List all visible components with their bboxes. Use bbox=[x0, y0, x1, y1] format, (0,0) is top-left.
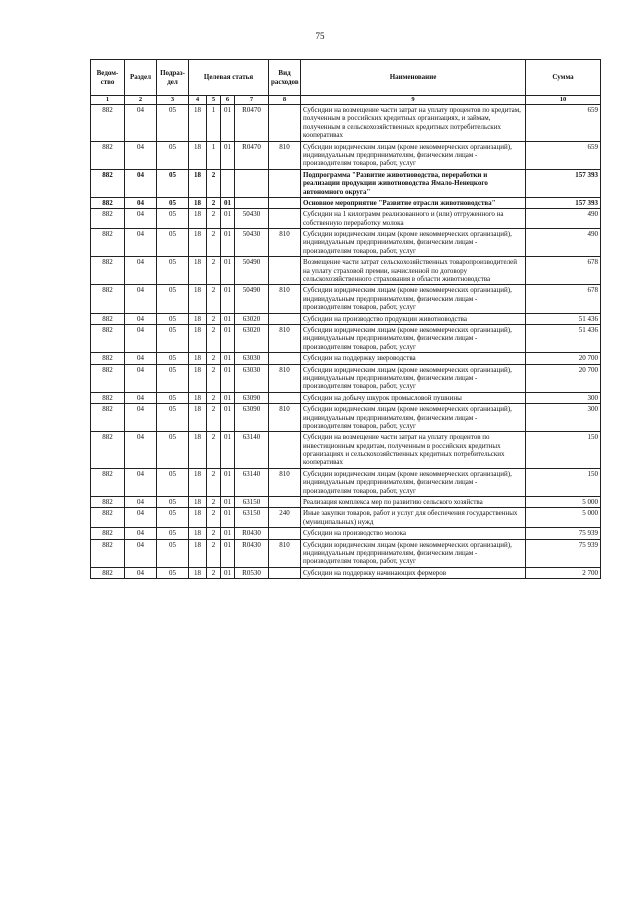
cell-expense-type bbox=[269, 392, 301, 403]
cell-name: Субсидии на возмещение части затрат на уплату процентов по кредитам, полученным в российских кредитных организациях, и займам, полученным в сельскохозяйственных кредитных потребительских кооперативах bbox=[301, 105, 526, 142]
cell-event: 01 bbox=[221, 209, 235, 229]
cell-vedomstvo: 882 bbox=[91, 392, 125, 403]
cell-expense-type bbox=[269, 105, 301, 142]
cell-podrazdel: 05 bbox=[157, 432, 189, 469]
cell-subprogram: 2 bbox=[207, 528, 221, 539]
table-row bbox=[91, 353, 601, 364]
cell-subprogram: 2 bbox=[207, 169, 221, 197]
cell-razdel: 04 bbox=[125, 567, 157, 578]
cell-podrazdel: 05 bbox=[157, 468, 189, 496]
col-number: 3 bbox=[157, 96, 189, 105]
cell-sum: 75 939 bbox=[526, 528, 601, 539]
cell-name: Подпрограмма "Развитие животноводства, переработки и реализации продукции животноводства Ямало-Ненецкого автономного округа" bbox=[301, 169, 526, 197]
cell-program: 18 bbox=[189, 169, 207, 197]
cell-razdel: 04 bbox=[125, 285, 157, 313]
cell-direction: R0470 bbox=[235, 141, 269, 169]
cell-event: 01 bbox=[221, 229, 235, 257]
cell-subprogram: 2 bbox=[207, 209, 221, 229]
cell-program: 18 bbox=[189, 432, 207, 469]
cell-vedomstvo: 882 bbox=[91, 567, 125, 578]
cell-subprogram: 2 bbox=[207, 353, 221, 364]
cell-podrazdel: 05 bbox=[157, 141, 189, 169]
table-row bbox=[91, 285, 601, 313]
cell-direction: 50490 bbox=[235, 285, 269, 313]
cell-direction: 50430 bbox=[235, 229, 269, 257]
cell-vedomstvo: 882 bbox=[91, 353, 125, 364]
cell-razdel: 04 bbox=[125, 209, 157, 229]
cell-podrazdel: 05 bbox=[157, 508, 189, 528]
cell-name: Субсидии юридическим лицам (кроме некоммерческих организаций), индивидуальным предпринимателям, физическим лицам - производителям товаров, работ, услуг bbox=[301, 364, 526, 392]
cell-program: 18 bbox=[189, 313, 207, 324]
cell-event: 01 bbox=[221, 468, 235, 496]
cell-subprogram: 2 bbox=[207, 539, 221, 567]
cell-razdel: 04 bbox=[125, 508, 157, 528]
cell-razdel: 04 bbox=[125, 497, 157, 508]
cell-razdel: 04 bbox=[125, 324, 157, 352]
cell-podrazdel: 05 bbox=[157, 539, 189, 567]
cell-vedomstvo: 882 bbox=[91, 209, 125, 229]
cell-expense-type: 810 bbox=[269, 539, 301, 567]
cell-vedomstvo: 882 bbox=[91, 364, 125, 392]
table-row bbox=[91, 197, 601, 208]
cell-direction: 63020 bbox=[235, 324, 269, 352]
cell-program: 18 bbox=[189, 508, 207, 528]
cell-expense-type bbox=[269, 209, 301, 229]
cell-event: 01 bbox=[221, 567, 235, 578]
cell-podrazdel: 05 bbox=[157, 353, 189, 364]
cell-program: 18 bbox=[189, 324, 207, 352]
cell-razdel: 04 bbox=[125, 141, 157, 169]
cell-vedomstvo: 882 bbox=[91, 508, 125, 528]
cell-vedomstvo: 882 bbox=[91, 169, 125, 197]
cell-vedomstvo: 882 bbox=[91, 432, 125, 469]
cell-program: 18 bbox=[189, 209, 207, 229]
cell-subprogram: 2 bbox=[207, 285, 221, 313]
cell-podrazdel: 05 bbox=[157, 567, 189, 578]
table-row bbox=[91, 528, 601, 539]
cell-program: 18 bbox=[189, 229, 207, 257]
cell-program: 18 bbox=[189, 468, 207, 496]
cell-sum: 490 bbox=[526, 209, 601, 229]
col-number: 6 bbox=[221, 96, 235, 105]
cell-direction bbox=[235, 169, 269, 197]
cell-direction: 63150 bbox=[235, 508, 269, 528]
cell-vedomstvo: 882 bbox=[91, 197, 125, 208]
cell-event: 01 bbox=[221, 364, 235, 392]
cell-razdel: 04 bbox=[125, 364, 157, 392]
cell-expense-type bbox=[269, 197, 301, 208]
cell-podrazdel: 05 bbox=[157, 404, 189, 432]
cell-podrazdel: 05 bbox=[157, 209, 189, 229]
table-row bbox=[91, 567, 601, 578]
cell-expense-type bbox=[269, 169, 301, 197]
table-row bbox=[91, 364, 601, 392]
cell-direction: 63090 bbox=[235, 404, 269, 432]
table-row bbox=[91, 392, 601, 403]
cell-event: 01 bbox=[221, 257, 235, 285]
table-row bbox=[91, 257, 601, 285]
cell-razdel: 04 bbox=[125, 468, 157, 496]
cell-program: 18 bbox=[189, 257, 207, 285]
cell-name: Субсидии на производство продукции животноводства bbox=[301, 313, 526, 324]
cell-event: 01 bbox=[221, 141, 235, 169]
cell-expense-type bbox=[269, 567, 301, 578]
cell-name: Субсидии на поддержку начинающих фермеров bbox=[301, 567, 526, 578]
cell-direction: 63090 bbox=[235, 392, 269, 403]
cell-name: Субсидии юридическим лицам (кроме некоммерческих организаций), индивидуальным предпринимателям, физическим лицам - производителям товаров, работ, услуг bbox=[301, 229, 526, 257]
cell-event: 01 bbox=[221, 105, 235, 142]
cell-direction: 63020 bbox=[235, 313, 269, 324]
cell-subprogram: 2 bbox=[207, 432, 221, 469]
cell-razdel: 04 bbox=[125, 392, 157, 403]
cell-direction: R0470 bbox=[235, 105, 269, 142]
cell-subprogram: 2 bbox=[207, 392, 221, 403]
cell-direction: R0530 bbox=[235, 567, 269, 578]
cell-sum: 300 bbox=[526, 404, 601, 432]
cell-name: Субсидии юридическим лицам (кроме некоммерческих организаций), индивидуальным предпринимателям, физическим лицам - производителям товаров, работ, услуг bbox=[301, 324, 526, 352]
cell-expense-type bbox=[269, 257, 301, 285]
cell-sum: 2 700 bbox=[526, 567, 601, 578]
cell-expense-type: 810 bbox=[269, 141, 301, 169]
cell-subprogram: 1 bbox=[207, 141, 221, 169]
cell-subprogram: 2 bbox=[207, 324, 221, 352]
cell-expense-type bbox=[269, 353, 301, 364]
cell-program: 18 bbox=[189, 404, 207, 432]
header-vedomstvo: Ведом-ство bbox=[91, 60, 125, 96]
cell-name: Субсидии на добычу шкурок промысловой пушнины bbox=[301, 392, 526, 403]
cell-podrazdel: 05 bbox=[157, 392, 189, 403]
table-row bbox=[91, 229, 601, 257]
cell-event: 01 bbox=[221, 392, 235, 403]
cell-razdel: 04 bbox=[125, 313, 157, 324]
cell-razdel: 04 bbox=[125, 169, 157, 197]
table-body bbox=[91, 105, 601, 579]
cell-name: Иные закупки товаров, работ и услуг для обеспечения государственных (муниципальных) нужд bbox=[301, 508, 526, 528]
cell-sum: 20 700 bbox=[526, 353, 601, 364]
cell-razdel: 04 bbox=[125, 353, 157, 364]
cell-sum: 659 bbox=[526, 105, 601, 142]
cell-expense-type: 810 bbox=[269, 364, 301, 392]
cell-event: 01 bbox=[221, 324, 235, 352]
cell-podrazdel: 05 bbox=[157, 324, 189, 352]
table-row bbox=[91, 432, 601, 469]
cell-vedomstvo: 882 bbox=[91, 313, 125, 324]
col-number: 5 bbox=[207, 96, 221, 105]
cell-direction: 50430 bbox=[235, 209, 269, 229]
cell-vedomstvo: 882 bbox=[91, 539, 125, 567]
cell-direction: 63150 bbox=[235, 497, 269, 508]
cell-vedomstvo: 882 bbox=[91, 468, 125, 496]
col-number: 2 bbox=[125, 96, 157, 105]
table-row bbox=[91, 539, 601, 567]
cell-vedomstvo: 882 bbox=[91, 404, 125, 432]
cell-event: 01 bbox=[221, 539, 235, 567]
cell-name: Возмещение части затрат сельскохозяйственных товаропроизводителей на уплату страховой премии, начисленной по договору сельскохозяйственного страхования в области животноводства bbox=[301, 257, 526, 285]
cell-direction: R0430 bbox=[235, 528, 269, 539]
cell-program: 18 bbox=[189, 197, 207, 208]
header-target-article: Целевая статья bbox=[189, 60, 269, 96]
cell-sum: 300 bbox=[526, 392, 601, 403]
cell-name: Субсидии на 1 килограмм реализованного и (или) отгруженного на собственную переработку молока bbox=[301, 209, 526, 229]
col-number: 1 bbox=[91, 96, 125, 105]
cell-direction: 63140 bbox=[235, 468, 269, 496]
cell-subprogram: 2 bbox=[207, 313, 221, 324]
cell-sum: 659 bbox=[526, 141, 601, 169]
cell-sum: 678 bbox=[526, 285, 601, 313]
cell-sum: 51 436 bbox=[526, 313, 601, 324]
cell-expense-type: 240 bbox=[269, 508, 301, 528]
table-row bbox=[91, 105, 601, 142]
cell-program: 18 bbox=[189, 392, 207, 403]
cell-subprogram: 2 bbox=[207, 229, 221, 257]
cell-expense-type bbox=[269, 497, 301, 508]
cell-sum: 678 bbox=[526, 257, 601, 285]
cell-podrazdel: 05 bbox=[157, 285, 189, 313]
cell-podrazdel: 05 bbox=[157, 257, 189, 285]
cell-name: Субсидии юридическим лицам (кроме некоммерческих организаций), индивидуальным предпринимателям, физическим лицам - производителям товаров, работ, услуг bbox=[301, 539, 526, 567]
table-row bbox=[91, 508, 601, 528]
cell-subprogram: 2 bbox=[207, 497, 221, 508]
cell-podrazdel: 05 bbox=[157, 364, 189, 392]
cell-sum: 490 bbox=[526, 229, 601, 257]
table-row bbox=[91, 497, 601, 508]
cell-razdel: 04 bbox=[125, 432, 157, 469]
cell-name: Субсидии на возмещение части затрат на уплату процентов по инвестиционным кредитам, полученным в российских кредитных организациях и сельскохозяйственных кредитных потребительских кооперативах bbox=[301, 432, 526, 469]
cell-direction: 63030 bbox=[235, 364, 269, 392]
cell-name: Реализация комплекса мер по развитию сельского хозяйства bbox=[301, 497, 526, 508]
cell-program: 18 bbox=[189, 285, 207, 313]
table-row bbox=[91, 404, 601, 432]
cell-razdel: 04 bbox=[125, 404, 157, 432]
cell-podrazdel: 05 bbox=[157, 313, 189, 324]
col-number: 10 bbox=[526, 96, 601, 105]
table-row bbox=[91, 169, 601, 197]
cell-sum: 5 000 bbox=[526, 497, 601, 508]
cell-subprogram: 2 bbox=[207, 468, 221, 496]
cell-event: 01 bbox=[221, 313, 235, 324]
cell-event: 01 bbox=[221, 285, 235, 313]
cell-razdel: 04 bbox=[125, 257, 157, 285]
cell-expense-type bbox=[269, 432, 301, 469]
cell-program: 18 bbox=[189, 539, 207, 567]
cell-sum: 150 bbox=[526, 432, 601, 469]
header-sum: Сумма bbox=[526, 60, 601, 96]
cell-subprogram: 2 bbox=[207, 257, 221, 285]
cell-podrazdel: 05 bbox=[157, 169, 189, 197]
header-row bbox=[91, 60, 601, 96]
cell-sum: 157 393 bbox=[526, 169, 601, 197]
cell-event: 01 bbox=[221, 528, 235, 539]
cell-name: Основное мероприятие "Развитие отрасли животноводства" bbox=[301, 197, 526, 208]
header-podrazdel: Подраз-дел bbox=[157, 60, 189, 96]
col-number: 4 bbox=[189, 96, 207, 105]
cell-event: 01 bbox=[221, 432, 235, 469]
cell-direction: 50490 bbox=[235, 257, 269, 285]
cell-expense-type: 810 bbox=[269, 468, 301, 496]
cell-name: Субсидии юридическим лицам (кроме некоммерческих организаций), индивидуальным предпринимателям, физическим лицам - производителям товаров, работ, услуг bbox=[301, 404, 526, 432]
cell-expense-type bbox=[269, 313, 301, 324]
cell-subprogram: 2 bbox=[207, 364, 221, 392]
cell-podrazdel: 05 bbox=[157, 105, 189, 142]
table-row bbox=[91, 141, 601, 169]
cell-vedomstvo: 882 bbox=[91, 497, 125, 508]
header-name: Наименование bbox=[301, 60, 526, 96]
cell-razdel: 04 bbox=[125, 229, 157, 257]
cell-sum: 5 000 bbox=[526, 508, 601, 528]
col-number: 7 bbox=[235, 96, 269, 105]
cell-sum: 20 700 bbox=[526, 364, 601, 392]
cell-program: 18 bbox=[189, 364, 207, 392]
cell-sum: 150 bbox=[526, 468, 601, 496]
cell-name: Субсидии на поддержку звероводства bbox=[301, 353, 526, 364]
col-number: 8 bbox=[269, 96, 301, 105]
cell-program: 18 bbox=[189, 141, 207, 169]
cell-expense-type bbox=[269, 528, 301, 539]
cell-razdel: 04 bbox=[125, 105, 157, 142]
cell-razdel: 04 bbox=[125, 197, 157, 208]
budget-table bbox=[90, 59, 601, 579]
header-expense-type: Вид расходов bbox=[269, 60, 301, 96]
cell-name: Субсидии на производство молока bbox=[301, 528, 526, 539]
cell-direction: 63140 bbox=[235, 432, 269, 469]
cell-expense-type: 810 bbox=[269, 324, 301, 352]
cell-podrazdel: 05 bbox=[157, 497, 189, 508]
header-razdel: Раздел bbox=[125, 60, 157, 96]
cell-vedomstvo: 882 bbox=[91, 141, 125, 169]
cell-event: 01 bbox=[221, 404, 235, 432]
cell-name: Субсидии юридическим лицам (кроме некоммерческих организаций), индивидуальным предпринимателям, физическим лицам - производителям товаров, работ, услуг bbox=[301, 141, 526, 169]
table-row bbox=[91, 209, 601, 229]
col-number: 9 bbox=[301, 96, 526, 105]
column-number-row bbox=[91, 96, 601, 105]
cell-event: 01 bbox=[221, 508, 235, 528]
cell-event: 01 bbox=[221, 497, 235, 508]
cell-razdel: 04 bbox=[125, 528, 157, 539]
cell-razdel: 04 bbox=[125, 539, 157, 567]
cell-sum: 75 939 bbox=[526, 539, 601, 567]
cell-expense-type: 810 bbox=[269, 285, 301, 313]
cell-expense-type: 810 bbox=[269, 404, 301, 432]
cell-vedomstvo: 882 bbox=[91, 229, 125, 257]
cell-podrazdel: 05 bbox=[157, 528, 189, 539]
cell-direction bbox=[235, 197, 269, 208]
cell-vedomstvo: 882 bbox=[91, 324, 125, 352]
cell-program: 18 bbox=[189, 105, 207, 142]
cell-sum: 51 436 bbox=[526, 324, 601, 352]
cell-direction: 63030 bbox=[235, 353, 269, 364]
table-row bbox=[91, 313, 601, 324]
cell-name: Субсидии юридическим лицам (кроме некоммерческих организаций), индивидуальным предпринимателям, физическим лицам - производителям товаров, работ, услуг bbox=[301, 285, 526, 313]
cell-podrazdel: 05 bbox=[157, 197, 189, 208]
cell-event: 01 bbox=[221, 353, 235, 364]
cell-subprogram: 2 bbox=[207, 404, 221, 432]
table-row bbox=[91, 324, 601, 352]
cell-vedomstvo: 882 bbox=[91, 105, 125, 142]
cell-program: 18 bbox=[189, 353, 207, 364]
cell-vedomstvo: 882 bbox=[91, 528, 125, 539]
page-number: 75 bbox=[315, 31, 325, 41]
cell-expense-type: 810 bbox=[269, 229, 301, 257]
cell-subprogram: 1 bbox=[207, 105, 221, 142]
cell-program: 18 bbox=[189, 528, 207, 539]
cell-vedomstvo: 882 bbox=[91, 257, 125, 285]
cell-sum: 157 393 bbox=[526, 197, 601, 208]
cell-event bbox=[221, 169, 235, 197]
cell-program: 18 bbox=[189, 497, 207, 508]
cell-subprogram: 2 bbox=[207, 567, 221, 578]
cell-podrazdel: 05 bbox=[157, 229, 189, 257]
table-row bbox=[91, 468, 601, 496]
cell-vedomstvo: 882 bbox=[91, 285, 125, 313]
cell-program: 18 bbox=[189, 567, 207, 578]
cell-subprogram: 2 bbox=[207, 508, 221, 528]
cell-direction: R0430 bbox=[235, 539, 269, 567]
cell-event: 01 bbox=[221, 197, 235, 208]
cell-name: Субсидии юридическим лицам (кроме некоммерческих организаций), индивидуальным предпринимателям, физическим лицам - производителям товаров, работ, услуг bbox=[301, 468, 526, 496]
cell-subprogram: 2 bbox=[207, 197, 221, 208]
